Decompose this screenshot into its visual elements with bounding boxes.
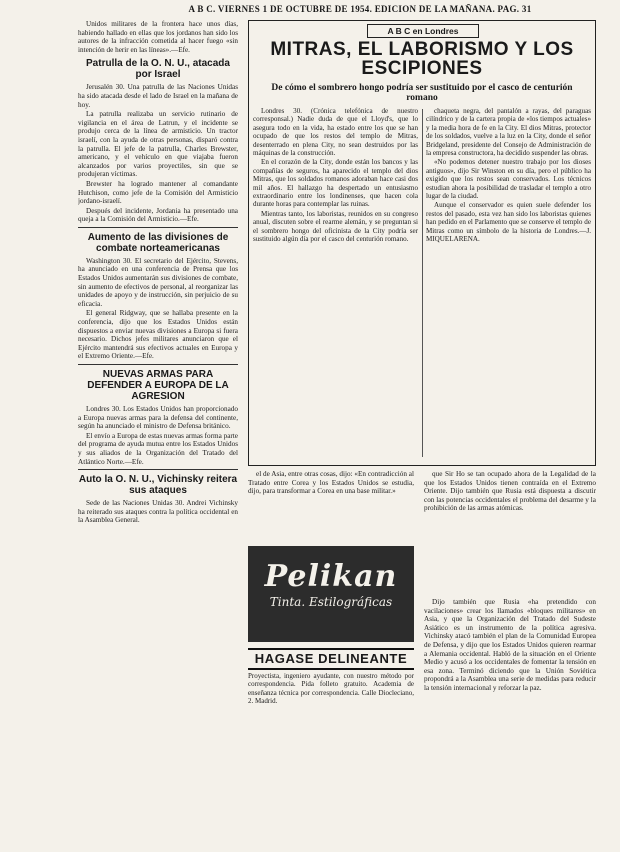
delineante-ad-text [248,672,414,728]
page-header: A B C. VIERNES 1 DE OCTUBRE DE 1954. EDICION DE LA MAÑANA. PAG. 31 [188,4,532,14]
divider [78,469,238,470]
paragraph: Dijo también que Rusia «ha pretendido con vacilaciones» crear los llamados «bloques militares» en Asia, y que la Organización del Tratado del Sudeste Asiático es un instrumento de la política agresiva. Vichinsky atacó también el plan de la Comunidad Europea de Defensa, y dijo que los Estados Unidos quieren rearmar a Alemania occidental. Habló de la situación en el Oriente Medio y acusó a los occidentales de fomentar la tensión en esa zona. Terminó diciendo que la Unión Soviética propondrá a la Asamblea una serie de medidas para reducir la tensión internacional y reforzar la paz. [424,598,596,692]
paragraph: que Sir Ho se tan ocupado ahora de la Legalidad de la que los Estados Unidos tienen contraída en el Extremo Oriente. Dijo también que Rusia está dispuesta a discutir con las potencias occidentales el problema del desarme y la prohibición de las armas atómicas. [424,470,596,513]
pelikan-slogan: Tinta. Estilográficas [269,595,393,609]
delineante-ad-title: HAGASE DELINEANTE [248,648,414,670]
headline-divisiones: Aumento de las divisiones de combate norteamericanas [87,231,229,254]
paragraph: Brewster ha logrado mantener al comandante Hutchison, como jefe de la Comisión del Armisticio jordano-israelí. [78,179,238,206]
paragraph: chaqueta negra, del pantalón a rayas, del paraguas cilíndrico y de la cartera propia de «los tiempos actuales» y la media hora de fe en la City. El dios Mitras, protector de los soldados, vuelve a la luz en la City, donde el señor Bridgeland, presidente del Consejo de Administración de la empresa constructora, ha decidido suspender las obras. [426,107,591,158]
paragraph: Londres 30. Los Estados Unidos han proporcionado a Europa nuevas armas para la defensa del continente, según ha anunciado el ministro de Defensa británico. [78,405,238,431]
right-section [248,20,596,844]
paragraph: Después del incidente, Jordania ha presentado una queja a la Comisión del Armisticio.—Efe. [78,206,238,224]
headline-vichinsky: Auto la O. N. U., Vichinsky reitera sus ataques [78,474,238,497]
paragraph: Sede de las Naciones Unidas 30. Andrei Vichinsky ha reiterado sus ataques contra la política occidental en la Asamblea General. [78,499,238,525]
paragraph: Washington 30. El secretario del Ejército, Stevens, ha anunciado en una conferencia de Prensa que los Estados Unidos aumentarán sus divisiones de combate, sin aumento de efectivos de personal, al reorganizar las unidades de apoyo y de instrucción, sin perjuicio de su eficacia. [78,256,238,308]
paragraph: Jerusalén 30. Una patrulla de las Naciones Unidas ha sido atacada desde el lado de Israel en la mañana de hoy. [78,83,238,109]
headline-patrulla: Patrulla de la O. N. U., atacada por Israel [86,58,230,81]
paragraph: En el corazón de la City, donde están los bancos y las compañías de seguros, ha aparecido el templo del dios Mitras, que los soldados romanos adoraban hace casi dos mil años. El hallazgo ha despertado un entusiasmo extraordinario entre los londinenses, que hacen cola durante horas para contemplar las ruinas. [253,158,418,209]
pelikan-advertisement [248,546,414,642]
headline-nuevas-armas: NUEVAS ARMAS PARA DEFENDER A EUROPA DE LA AGRESION [87,369,229,402]
delineante-ad-body: Proyectista, ingeniero ayudante, con nuestro método por correspondencia. Pida folleto gratuito. Academia de enseñanza técnica por correspondencia. [248,672,414,697]
continuation-text-a [248,470,414,542]
section-tag: A B C en Londres [367,24,479,38]
continuation-text-b [424,598,596,844]
pelikan-logo: Pelikan [264,559,398,594]
divider [78,227,238,228]
paragraph: Aunque el conservador es quien suele defender los restos del pasado, esta vez han sido los laboristas quienes han pedido en el Parlamento que se conserve el templo de Mitras como un símbolo de la historia de Londres.—J. MIQUELARENA. [426,201,591,244]
paragraph: El general Ridgway, que se hallaba presente en la conferencia, dijo que los Estados Unidos están dispuestos a enviar nuevas divisiones a Europa si fuera necesario. Dichos jefes militares anunciaron que el Ejército mantendrá sus efectivos actuales en Europa y el Extremo Oriente.—Efe. [78,309,238,361]
feature-headline: MITRAS, EL LABORISMO Y LOS ESCIPIONES [270,39,574,79]
feature-column-a [253,107,418,459]
left-column [78,20,238,844]
paragraph: La patrulla realizaba un servicio rutinario de vigilancia en el área de Latrun, y el incidente se produjo cerca de la línea de armisticio. Un tractor israelí, con la ayuda de otras personas, disparó contra la patrulla. El jefe de la patrulla, Charles Brewster, americano, y el vehículo en que viajaba fueron alcanzados por varios proyectiles, sin que se produjeran víctimas. [78,110,238,179]
feature-subheadline: De cómo el sombrero hongo podría ser sustituido por el casco de centurión romano [271,83,573,103]
paragraph: «No podemos detener nuestro trabajo por los dioses antiguos», dijo Sir Winston en su día, pero el público ha exigido que los restos sean conservados. Los técnicos estudian ahora la posibilidad de trasladar el templo a otro lugar de la ciudad. [426,158,591,201]
feature-column-b [426,107,591,459]
feature-article-box [248,20,596,466]
paragraph: El envío a Europa de estas nuevas armas forma parte del programa de ayuda mutua entre los Estados Unidos y sus aliados de la Organización del Tratado del Atlántico Norte.—Efe. [78,431,238,466]
delineante-ad-address: Calle Diocleciano, 2. Madrid. [248,688,414,705]
paragraph: Londres 30. (Crónica telefónica de nuestro corresponsal.) Nadie duda de que el Lloyd's, que lo asegura todo en la vida, ha estado entre los que se han ocupado de que los restos del templo de Mitras, desenterrado en plena City, no sean destruidos por las máquinas de la construcción. [253,107,418,158]
paragraph: el de Asia, entre otras cosas, dijo: «En contradicción al Tratado entre Corea y los Estados Unidos se estudia, dijo, para transformar a Corea en una base militar.» [248,470,414,496]
divider [78,364,238,365]
column-divider [422,109,423,457]
intro-paragraph: Unidos militares de la frontera hace unos días, habiendo hallado en ellas que los jordanos han sido los autores de la infracción cometida al hacer fuego «sin intención de herir en las líneas».—Efe. [78,20,238,54]
paragraph: Mientras tanto, los laboristas, reunidos en su congreso anual, discuten sobre el rearme alemán, y se preguntan si el sombrero hongo del oficinista de la City podría ser sustituido algún día por el casco del centurión romano. [253,209,418,244]
continuation-text-b-top [424,470,596,596]
